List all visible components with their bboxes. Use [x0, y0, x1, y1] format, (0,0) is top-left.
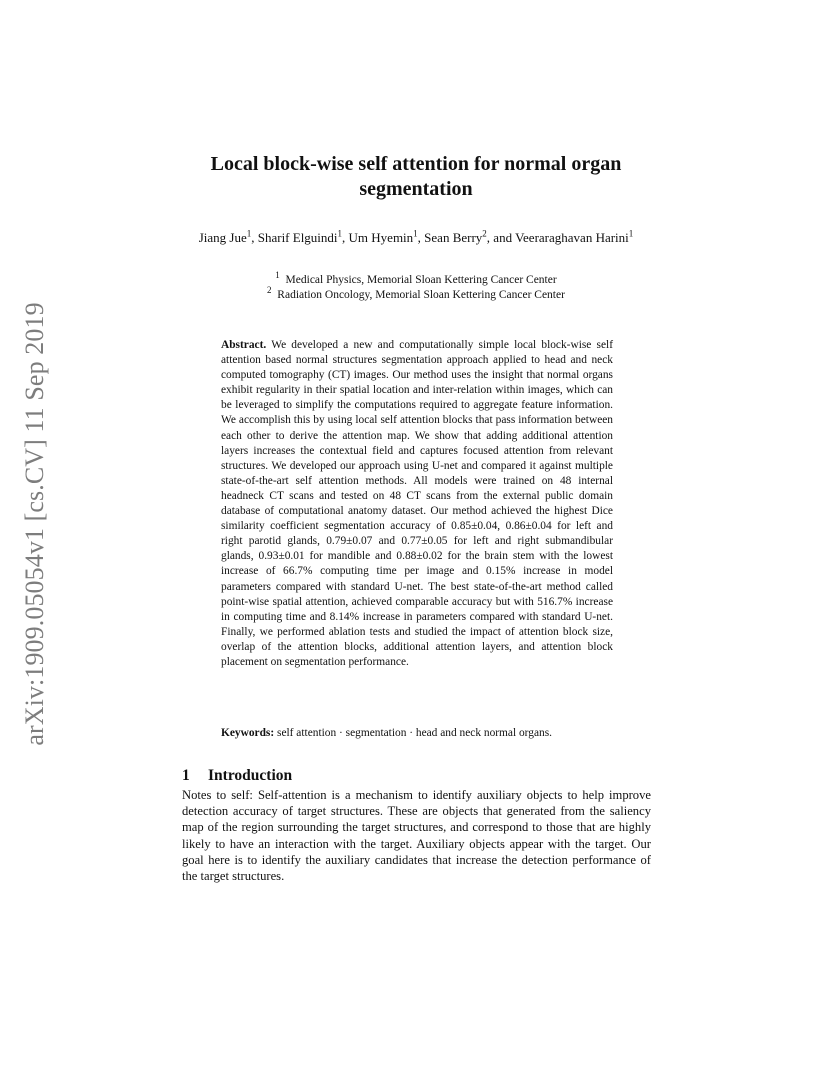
abstract-text: We developed a new and computationally simple local block-wise self attention based normal structures segmentation approach applied to head and neck computed tomography (CT) images. Our method uses the insight that normal organs exhibit regularity in their spatial location and inter-relation within images, which can be leveraged to simplify the computations required to aggregate feature information. We accomplish this by using local self attention blocks that pass information between each other to derive the attention map. We show that adding additional attention layers increases the contextual field and captures focused attention from relevant structures. We developed our approach using U-net and compared it against multiple state-of-the-art self attention methods. All models were trained on 48 internal headneck CT scans and tested on 48 CT scans from the external public domain database of computational anatomy dataset. Our method achieved the highest Dice similarity coefficient segmentation accuracy of 0.85±0.04, 0.86±0.04 for left and right parotid glands, 0.79±0.07 and 0.77±0.05 for left and right submandibular glands, 0.93±0.01 for mandible and 0.88±0.02 for the brain stem with the lowest increase of 66.7% computing time per image and 0.15% increase in model parameters compared with standard U-net. The best state-of-the-art method called point-wise spatial attention, achieved comparable accuracy but with 516.7% increase in computing time and 8.14% increase in parameters compared with standard U-net. Finally, we performed ablation tests and studied the impact of attention block size, overlap of the attention blocks, additional attention layers, and attention block placement on segmentation performance.	[221, 339, 613, 668]
author: Veeraraghavan Harini$^1$	[515, 228, 634, 245]
keywords-text: self attention · segmentation · head and neck normal organs.	[277, 727, 552, 739]
affiliation-2: $^2$ Radiation Oncology, Memorial Sloan Kettering Cancer Center	[267, 285, 565, 301]
paper-title: Local block-wise self attention for normal organ segmentation	[210, 153, 622, 200]
keywords-label: Keywords:	[221, 727, 275, 739]
author: Um Hyemin$^1$	[348, 228, 418, 245]
arxiv-identifier-text: arXiv:1909.05054v1 [cs.CV] 11 Sep 2019	[20, 302, 49, 746]
section-title: Introduction	[208, 767, 293, 784]
arxiv-identifier-stamp	[6, 288, 64, 760]
section-heading	[182, 766, 292, 785]
introduction-paragraph: Notes to self: Self-attention is a mechanism to identify auxiliary objects to help improve detection accuracy of target structures. These are objects that generated from the saliency map of the region surrounding the target structures, and correspond to those that are highly likely to have an interaction with the target. Auxiliary objects appear with the target. Our goal here is to identify the auxiliary candidates that increase the detection performance of the target structures.	[182, 788, 651, 884]
author: Sharif Elguindi$^1$	[257, 228, 343, 245]
abstract	[221, 338, 613, 670]
keywords	[221, 726, 613, 741]
affiliation-1: $^1$ Medical Physics, Memorial Sloan Kettering Cancer Center	[275, 270, 557, 286]
author: Sean Berry$^2$	[424, 228, 487, 245]
section-number: 1	[182, 767, 190, 784]
author-list: Jiang Jue$^1$, Sharif Elguindi$^1$, Um Hyemin$^1$, Sean Berry$^2$, and Veeraraghavan Harini$^1$	[198, 228, 634, 245]
author: Jiang Jue$^1$	[198, 228, 252, 245]
abstract-label: Abstract.	[221, 339, 267, 351]
